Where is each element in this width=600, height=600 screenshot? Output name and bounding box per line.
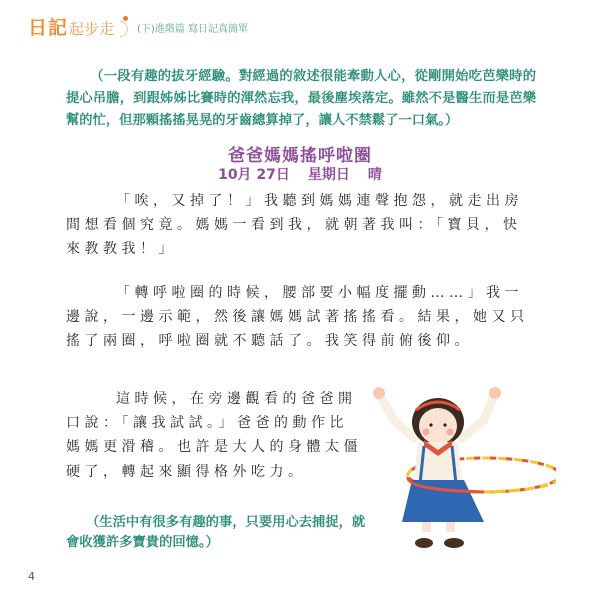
paragraph-text: 「唉，又掉了！」我聽到媽媽連聲抱怨，就走出房間想看個究竟。媽媽一看到我，就朝著我叫：「寶貝，快來教教我！」 xyxy=(66,193,523,258)
brand-title: 日記 xyxy=(28,17,69,39)
article-weather: 晴 xyxy=(367,167,382,183)
girl-hula-hoop-illustration xyxy=(366,380,556,555)
page-header xyxy=(28,14,248,38)
sprout-icon xyxy=(117,16,131,38)
closing-commentary xyxy=(66,513,366,553)
left-hand-icon xyxy=(373,387,385,399)
article-weekday: 星期日 xyxy=(307,167,350,183)
right-hand-icon xyxy=(489,387,501,399)
closing-text: （生活中有很多有趣的事，只要用心去捕捉，就會收獲許多寶貴的回憶。） xyxy=(66,515,366,550)
page-number: 4 xyxy=(28,570,35,583)
paragraph-3 xyxy=(66,387,366,484)
paragraph-text: 這時候，在旁邊觀看的爸爸開口說：「讓我試試。」爸爸的動作比媽媽更滑稽。也許是大人的身體太僵硬了，轉起來顯得格外吃力。 xyxy=(66,391,362,480)
chapter-subtitle: (下)進階篇 寫日記真簡單 xyxy=(137,24,249,35)
article-title: 爸爸媽媽搖呼啦圈 xyxy=(228,146,372,166)
intro-commentary xyxy=(66,66,536,132)
article-date: 10月 27日 xyxy=(218,167,290,183)
brand-subtitle: 起步走 xyxy=(69,20,115,38)
paragraph-1 xyxy=(66,189,536,262)
paragraph-text: 「轉呼啦圈的時候，腰部要小幅度擺動……」我一邊說，一邊示範，然後讓媽媽試著搖搖看。結果，她又只搖了兩圈，呼啦圈就不聽話了。我笑得前俯後仰。 xyxy=(66,285,529,350)
paragraph-2 xyxy=(66,281,536,354)
intro-text: （一段有趣的拔牙經驗。對經過的敘述很能牽動人心，從剛開始吃芭樂時的提心吊膽，到跟姊姊比賽時的渾然忘我，最後塵埃落定。雖然不是醫生而是芭樂幫的忙，但那顆搖搖晃晃的牙齒總算掉了，讓人不禁鬆了一口氣。） xyxy=(66,69,536,128)
article-dateline xyxy=(0,164,600,184)
